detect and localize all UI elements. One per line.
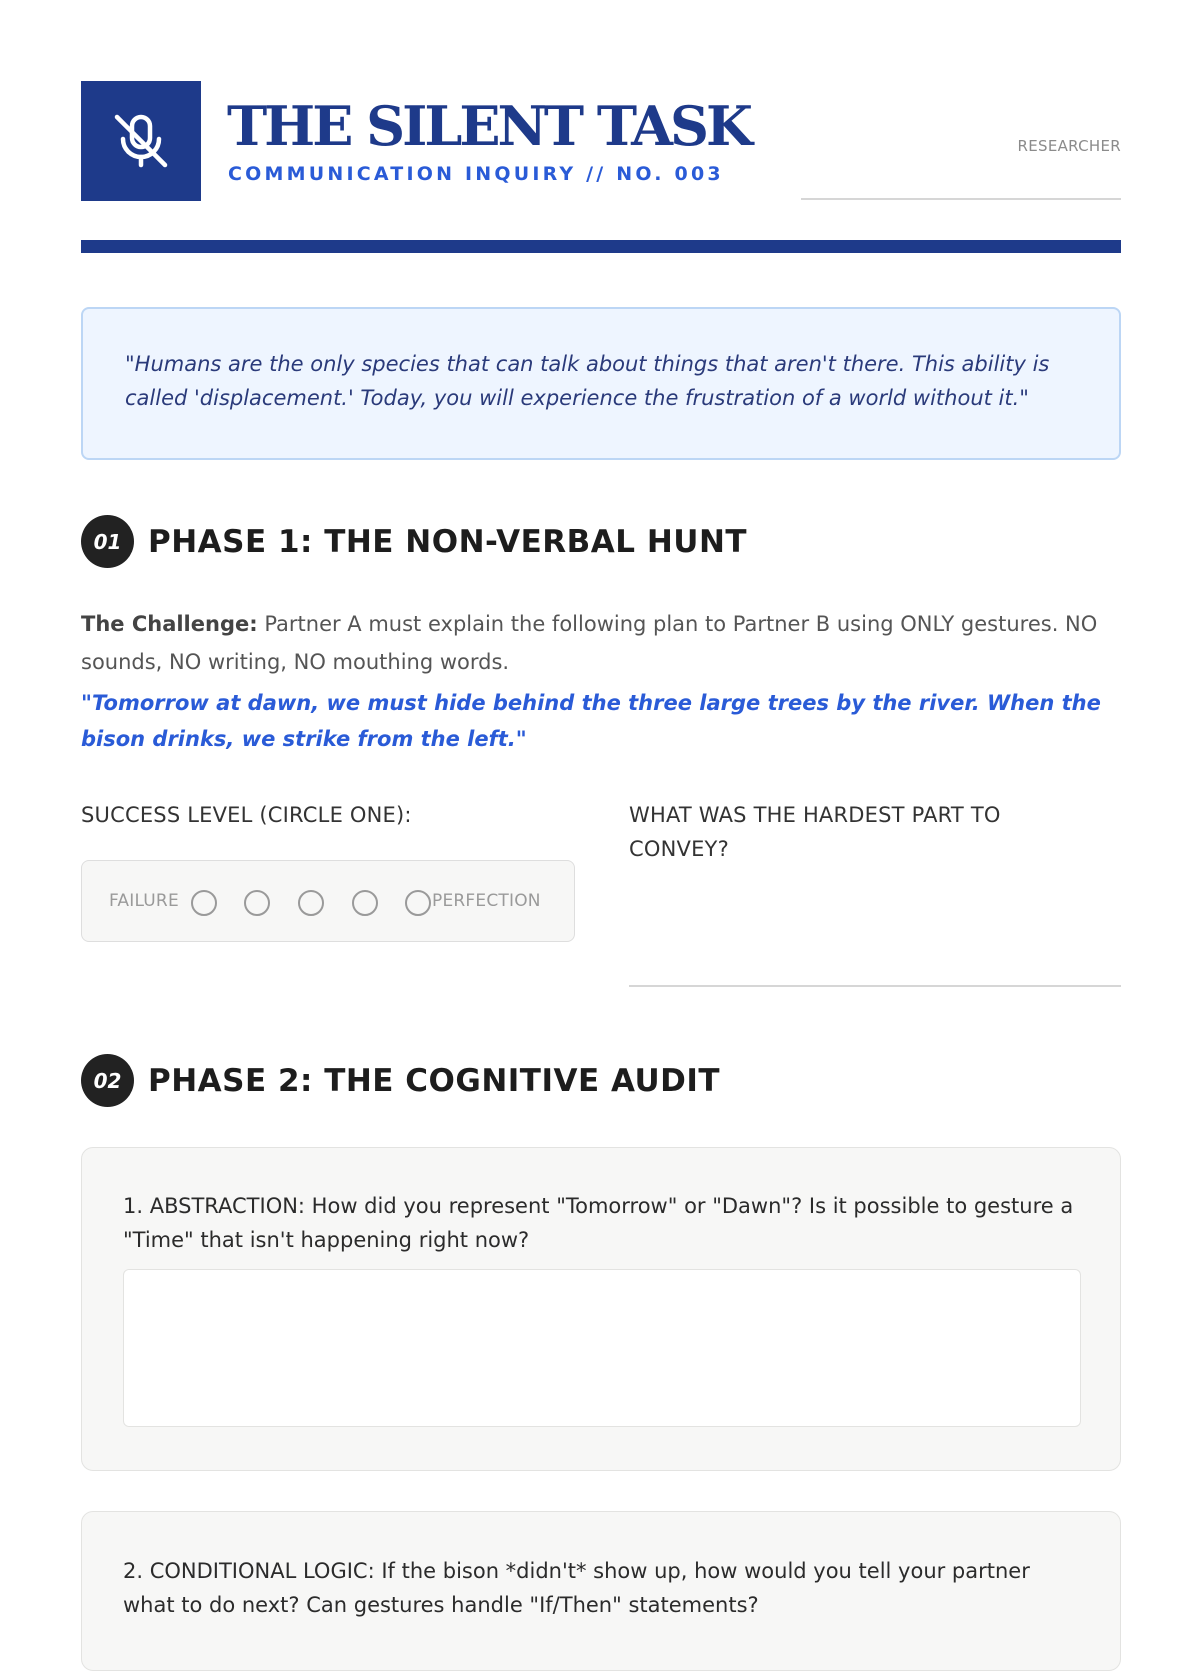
page-title: THE SILENT TASK [227, 94, 750, 158]
question-text: 1. ABSTRACTION: How did you represent "Tomorrow" or "Dawn"? Is it possible to gesture a "Time" that isn't happening right now? [123, 1194, 1074, 1252]
challenge-body: Partner A must explain the following plan to Partner B using ONLY gestures. NO sounds, NO writing, NO mouthing words. [81, 612, 1098, 674]
phase2-heading [81, 1054, 720, 1107]
scale-option-1[interactable] [191, 890, 217, 916]
page-subtitle: COMMUNICATION INQUIRY // NO. 003 [228, 163, 724, 185]
intro-quote: "Humans are the only species that can talk about things that aren't there. This ability is called 'displacement.' Today, you will experience the frustration of a world without it." [125, 352, 1050, 410]
header [81, 81, 1121, 201]
success-scale [81, 860, 575, 942]
phase2-title: PHASE 2: THE COGNITIVE AUDIT [148, 1062, 721, 1099]
scale-max-label: PERFECTION [432, 891, 541, 911]
mic-off-icon [109, 109, 173, 173]
phase2-badge: 02 [81, 1054, 134, 1107]
researcher-field[interactable] [801, 198, 1121, 200]
phase1-badge: 01 [81, 515, 134, 568]
challenge-text [81, 605, 1131, 681]
researcher-label: RESEARCHER [1017, 137, 1121, 155]
question-text: 2. CONDITIONAL LOGIC: If the bison *didn't* show up, how would you tell your partner what to do next? Can gestures handle "If/Then" statements? [123, 1559, 1030, 1617]
scale-option-2[interactable] [244, 890, 270, 916]
hardest-part-label: WHAT WAS THE HARDEST PART TO CONVEY? [629, 803, 1001, 861]
question-card [81, 1511, 1121, 1671]
question-card [81, 1147, 1121, 1471]
scale-min-label: FAILURE [109, 891, 179, 911]
challenge-lead: The Challenge: [81, 612, 258, 636]
scale-option-4[interactable] [352, 890, 378, 916]
logo [81, 81, 201, 201]
phase1-heading [81, 515, 747, 568]
header-rule [81, 240, 1121, 253]
scale-option-5[interactable] [405, 890, 431, 916]
answer-box[interactable] [123, 1269, 1081, 1427]
success-level-label: SUCCESS LEVEL (CIRCLE ONE): [81, 803, 412, 827]
phase1-title: PHASE 1: THE NON-VERBAL HUNT [148, 523, 748, 560]
intro-quote-box [81, 307, 1121, 460]
hardest-part-field[interactable] [629, 985, 1121, 987]
plan-quote: "Tomorrow at dawn, we must hide behind the three large trees by the river. When the bison drinks, we strike from the left." [81, 691, 1101, 751]
scale-option-3[interactable] [298, 890, 324, 916]
